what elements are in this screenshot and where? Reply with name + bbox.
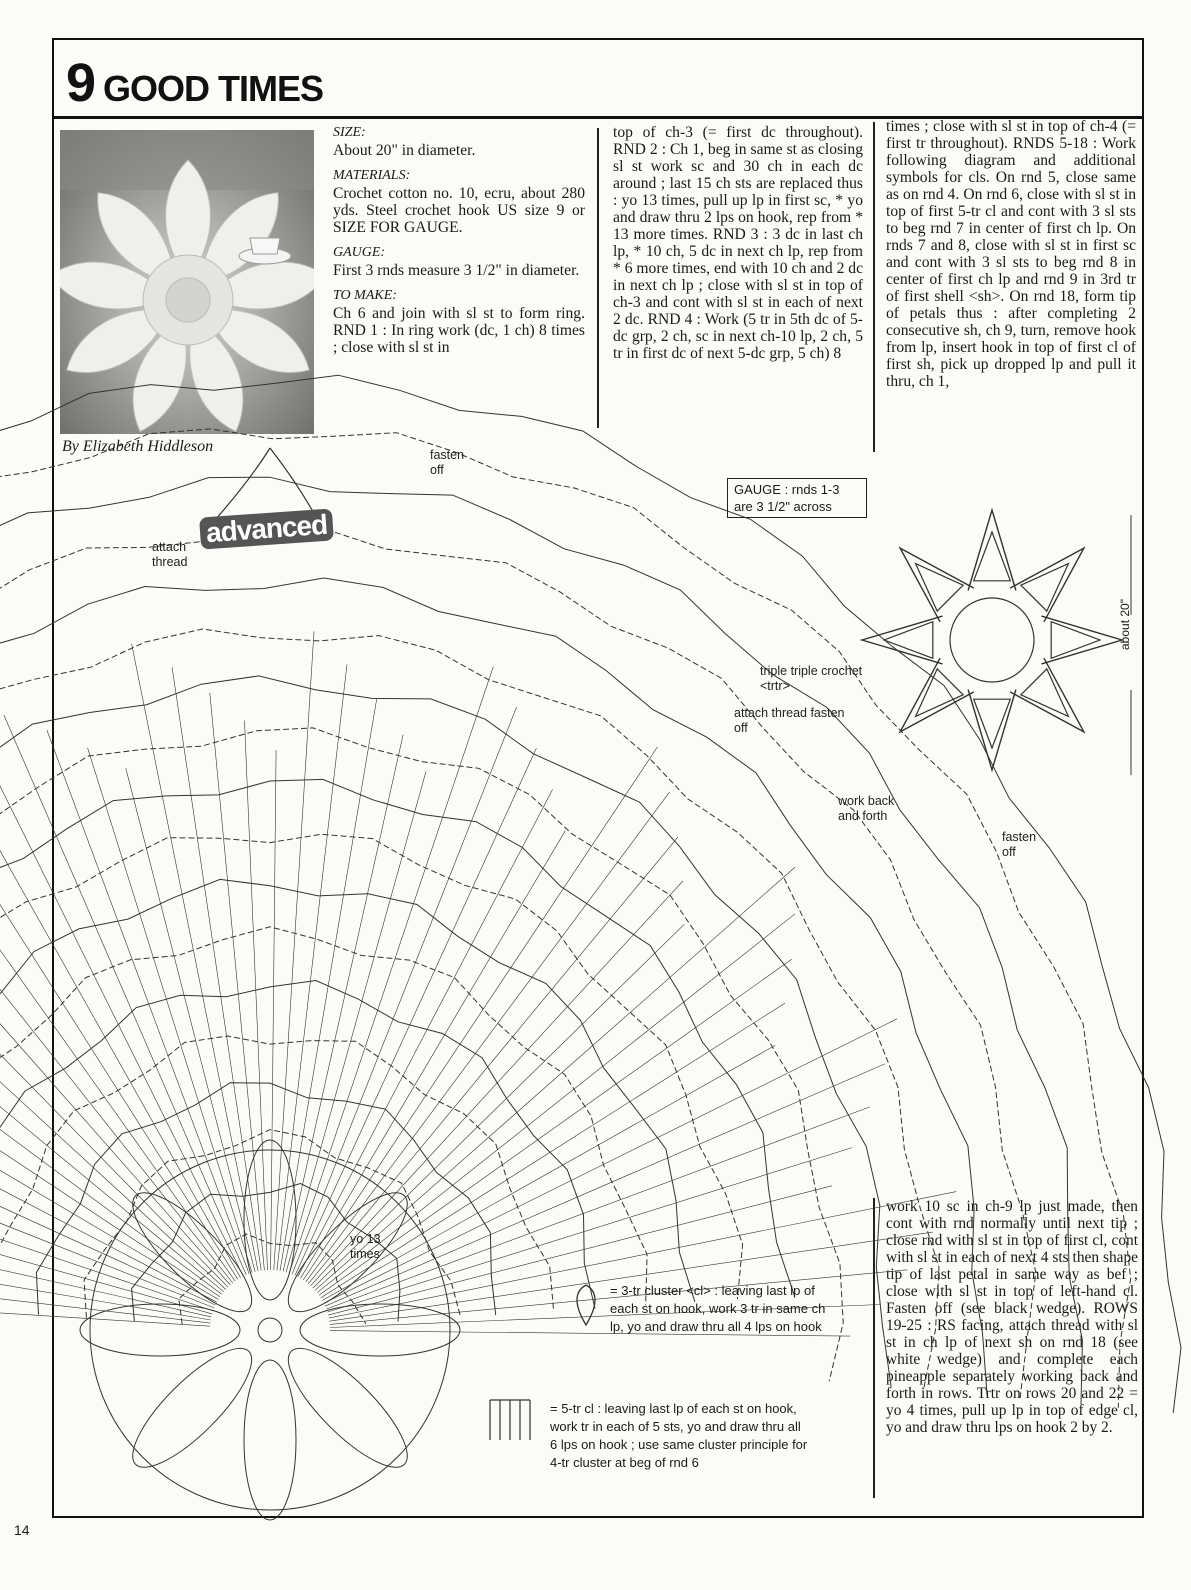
col3-text: times ; close with sl st in top of ch-4 (= first tr throughout). RNDS 5-18 : Work following diagram and additional symbols for cls. On rnd 5, close same as on rnd 4. On rnd 6, close with sl st in top of first 5-tr cl and cont with 3 sl sts to beg rnd 7 in center of first ch lp. On rnds 7 and 8, close with sl st in first sc and cont with 3 sl sts to beg rnd 8 in center of first ch lp and rnd 9 in 3rd tr of first shell <sh>. On rnd 18, form tip of petals thus : after completing 2 consecutive sh, ch 9, turn, remove hook from lp, insert hook in top of first cl of first sh, pick up dropped lp and pull it thru, ch 1, — [886, 118, 1136, 390]
legend-5tr-cluster: = 5-tr cl : leaving last lp of each st on hook, work tr in each of 5 sts, yo and draw thru all 6 lps on hook ; use same cluster principle for 4-tr cluster at beg of rnd 6 — [550, 1401, 808, 1470]
legend-3tr-cluster: = 3-tr cluster <cl> : leaving last lp of each st on hook, work 3 tr in same ch lp, yo and draw thru all 4 lps on hook — [610, 1283, 826, 1334]
yo13-label: yo 13 times — [350, 1232, 381, 1261]
col2-text: top of ch-3 (= first dc throughout). RND 2 : Ch 1, beg in same st as closing sl st work sc and 30 ch in each dc around ; last 15 ch sts are replaced thus : yo 13 times, pull up lp in first sc, * yo and draw thru 2 lps on hook, rep from * 13 more times. RND 3 : 3 dc in last ch lp, * 10 ch, 5 dc in next ch lp, rep from * 6 more times, end with 10 ch and 2 dc in next ch lp ; close with sl st in top of ch-3 and cont with sl st in each of next 2 dc. RND 4 : Work (5 tr in 5th dc of 5-dc grp, 2 ch, sc in next ch-10 lp, 2 ch, 5 tr in first dc of next 5-dc grp, 5 ch) 8 — [613, 124, 863, 362]
fasten-off-label-right: fasten off — [1002, 830, 1037, 859]
gauge-heading: GAUGE: — [333, 245, 386, 260]
pattern-number: 9 — [66, 53, 96, 113]
gauge-box: GAUGE : rnds 1-3 are 3 1/2" across — [727, 478, 867, 518]
size-dimension-label: about 20" — [1118, 599, 1132, 650]
size-heading: SIZE: — [333, 125, 366, 140]
fasten-off-label-top: fasten off — [430, 448, 465, 477]
page-number: 14 — [14, 1522, 30, 1538]
gauge-text: First 3 rnds measure 3 1/2" in diameter. — [333, 262, 580, 279]
materials-heading: MATERIALS: — [333, 168, 411, 183]
pattern-name: GOOD TIMES — [103, 68, 324, 109]
attach-thread-label: attach thread — [152, 540, 188, 569]
col4-text: work 10 sc in ch-9 lp just made, then cont with rnd normally until next tip ; close rnd with sl st in top of first cl, cont with sl st in each of next 4 sts then shape tip of last petal in same way as bef ; close with sl st in top of left-hand cl. Fasten off (see black wedge). ROWS 19-25 : RS facing, attach thread with sl st in ch lp of next sh on rnd 18 (see white wedge) and complete each pineapple separately working back and forth in rows. Trtr on rows 20 and 22 = yo 4 times, pull up lp in top of edge cl, yo and draw thru lps on hook 2 by 2. — [886, 1198, 1138, 1436]
tomake-text: Ch 6 and join with sl st to form ring. RND 1 : In ring work (dc, 1 ch) 8 times ; close with sl st in — [333, 305, 585, 356]
trtr-label: triple triple crochet <trtr> — [760, 664, 863, 693]
byline: By Elizabeth Hiddleson — [62, 438, 214, 455]
materials-text: Crochet cotton no. 10, ecru, about 280 yds. Steel crochet hook US size 9 or SIZE FOR GAUGE. — [333, 185, 585, 236]
work-back-label: work back and forth — [838, 794, 895, 823]
attach-fasten-label: attach thread fasten off — [734, 706, 845, 735]
size-text: About 20" in diameter. — [333, 142, 476, 159]
tomake-heading: TO MAKE: — [333, 288, 397, 303]
difficulty-badge: advanced — [199, 508, 334, 549]
